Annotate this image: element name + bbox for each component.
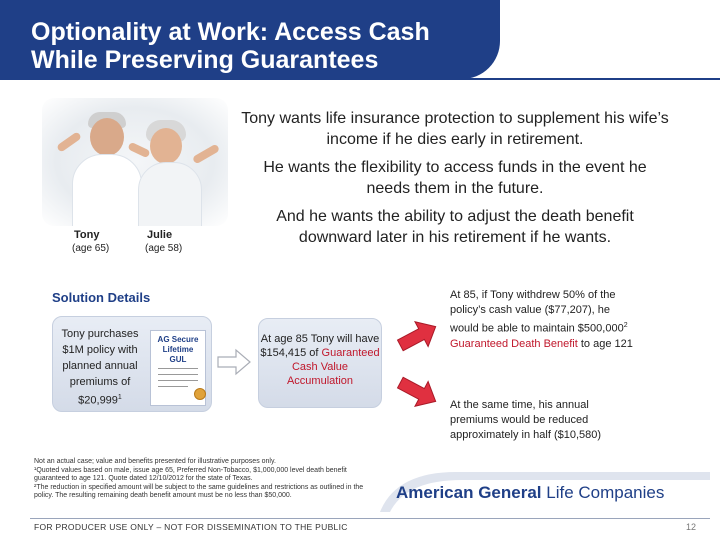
intro-paragraph-3: And he wants the ability to adjust the death benefit downward later in his retirement if he wants. <box>276 208 634 246</box>
policy-document-title: AG Secure Lifetime GUL <box>157 335 199 364</box>
intro-paragraph-2: He wants the flexibility to access funds in the event he needs them in the future. <box>263 159 647 197</box>
photo-arm <box>127 142 150 159</box>
photo-body <box>72 154 142 226</box>
outcome-withdrawal-text: At 85, if Tony withdrew 50% of the policy’s cash value ($77,207), he would be able to maintain $500,000 <box>450 289 624 335</box>
outcome-withdrawal <box>450 288 640 352</box>
footnote-line: ²The reduction in specified amount will be subject to the same guidelines and restrictions as outlined in the policy. The resulting remaining death benefit amount must be no less than $50,000. <box>34 483 364 499</box>
logo-bold: American General <box>396 483 542 502</box>
cash-value-description <box>260 332 380 388</box>
person-name-julie: Julie <box>147 229 173 241</box>
document-line <box>158 380 198 381</box>
footer-disclaimer: FOR PRODUCER USE ONLY – NOT FOR DISSEMINATION TO THE PUBLIC <box>34 522 348 532</box>
person-age-julie: (age 58) <box>145 243 183 254</box>
policy-description <box>54 326 146 409</box>
logo-rest: Life Companies <box>546 483 665 502</box>
header <box>0 0 720 80</box>
intro-paragraph-1: Tony wants life insurance protection to supplement his wife’s income if he dies early in retirement. <box>241 110 669 148</box>
photo-head <box>150 128 182 164</box>
photo-arm <box>192 144 220 165</box>
solution-details-heading: Solution Details <box>52 290 151 305</box>
gray-right-arrow-icon <box>216 348 252 376</box>
red-down-right-arrow-icon <box>394 374 442 410</box>
company-logo <box>396 483 664 503</box>
photo-body <box>138 162 202 226</box>
cash-value-highlight: Guaranteed Cash Value Accumulation <box>286 347 380 387</box>
document-line <box>158 386 188 387</box>
cash-value-text: At age 85 Tony will have $154,415 of <box>260 333 380 359</box>
footnote <box>34 458 364 501</box>
header-rule <box>0 78 720 80</box>
photo-arm <box>56 131 82 152</box>
page-title: Optionality at Work: Access Cash While Preserving Guarantees <box>31 18 430 74</box>
guaranteed-death-benefit: Guaranteed Death Benefit <box>450 337 578 350</box>
person-age-tony: (age 65) <box>72 243 110 254</box>
red-up-right-arrow-icon <box>394 318 442 354</box>
person-name-tony: Tony <box>74 229 100 241</box>
footer-rule <box>30 518 710 519</box>
photo-head <box>90 118 124 156</box>
outcome-withdrawal-end: to age 121 <box>580 337 633 350</box>
seal-icon <box>194 388 206 400</box>
couple-photo <box>42 98 228 226</box>
page-number: 12 <box>686 522 697 532</box>
footnote-marker: 1 <box>117 394 122 401</box>
outcome-premium-reduction: At the same time, his annual premiums would be reduced approximately in half ($10,580) <box>450 399 602 441</box>
footnote-line: ¹Quoted values based on male, issue age 65, Preferred Non-Tobacco, $1,000,000 level death benefit guaranteed to age 121. Quote dated 12/10/2012 for the state of Texas. <box>34 466 347 482</box>
footnote-marker: 2 <box>623 322 628 329</box>
document-line <box>158 368 198 369</box>
footnote-line: Not an actual case; value and benefits presented for illustrative purposes only. <box>34 458 276 465</box>
document-line <box>158 374 198 375</box>
policy-description-text: Tony purchases $1M policy with planned annual premiums of $20,999 <box>61 328 139 407</box>
